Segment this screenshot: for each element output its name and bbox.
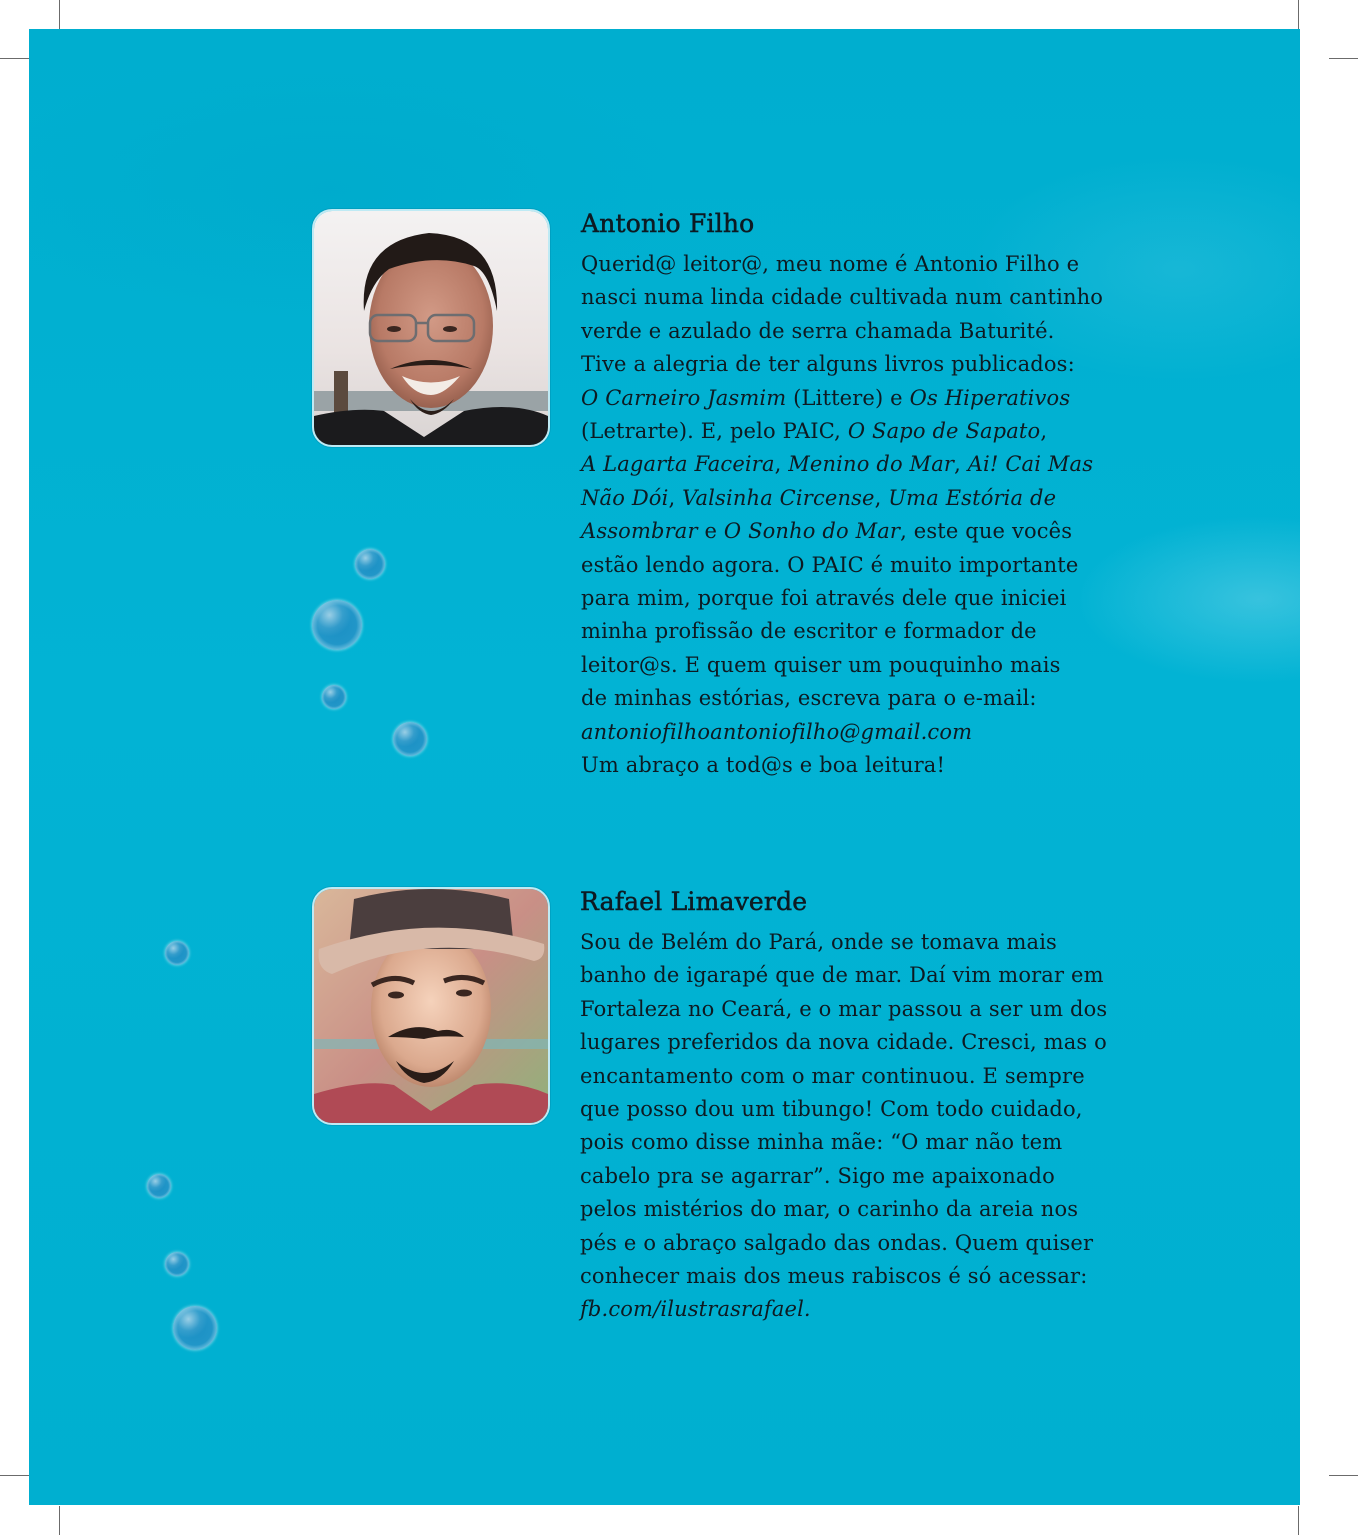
bio-text-segment: banho de igarapé que de mar. Daí vim morar em [580, 963, 1104, 988]
bio-line [580, 993, 1108, 1026]
bio-text-segment: , este que vocês [900, 519, 1073, 544]
bio-text-segment: pois como disse minha mãe: “O mar não tem [580, 1130, 1063, 1155]
bio-text-segment: leitor@s. E quem quiser um pouquinho mais [581, 652, 1061, 677]
bio-text-segment: para mim, porque foi através dele que iniciei [581, 586, 1067, 611]
crop-mark-bottom-right-horizontal [1329, 1475, 1358, 1476]
bio-line [581, 615, 1101, 648]
crop-mark-bottom-right-vertical [1298, 1506, 1299, 1535]
bio-italic-text: antoniofilhoantoniofilho@gmail.com [581, 719, 973, 744]
bubble-icon [312, 600, 362, 650]
bio-line [581, 682, 1101, 715]
bio-italic-text: O Sonho do Mar [723, 519, 901, 544]
bio-text-segment: pés e o abraço salgado das ondas. Quem quiser [580, 1230, 1094, 1255]
bio-italic-text: Valsinha Circense [682, 485, 875, 510]
bubble-icon [147, 1174, 171, 1198]
author-photo-rafael-limaverde [312, 887, 550, 1125]
bubble-icon [393, 722, 427, 756]
bio-text-segment: , [1040, 419, 1048, 444]
bio-text-segment: Fortaleza no Ceará, e o mar passou a ser um dos [580, 996, 1108, 1021]
author-photo-antonio-filho [312, 209, 550, 447]
bio-italic-text: Uma Estória de [888, 485, 1057, 510]
bio-text-segment: Um abraço a tod@s e boa leitura! [581, 753, 946, 778]
author-name: Rafael Limaverde [580, 887, 808, 916]
bio-italic-text: A Lagarta Faceira [581, 452, 775, 477]
bio-text-segment: e [697, 519, 724, 544]
bio-text-segment: Tive a alegria de ter alguns livros publicados: [581, 352, 1075, 377]
bio-text-segment: Querid@ leitor@, meu nome é Antonio Filho e [581, 252, 1080, 276]
bio-text-segment: Sou de Belém do Pará, onde se tomava mais [580, 930, 1057, 954]
bio-line [580, 1160, 1100, 1193]
bio-italic-text: O Carneiro Jasmim [581, 385, 787, 410]
bio-line [581, 515, 1101, 548]
bio-line [580, 1060, 1100, 1093]
bio-text-segment: , [668, 485, 683, 510]
bio-text-segment: cabelo pra se agarrar”. Sigo me apaixonado [580, 1163, 1055, 1188]
crop-mark-bottom-left-vertical [59, 1506, 60, 1535]
portrait-image [314, 211, 548, 445]
bio-italic-text: Não Dói [581, 485, 669, 510]
crop-mark-top-right-vertical [1298, 0, 1299, 29]
bio-text-segment: , [774, 452, 789, 477]
bio-line [581, 382, 1101, 415]
bio-line [580, 959, 1104, 992]
bubble-icon [165, 1252, 189, 1276]
bio-line [581, 248, 1101, 281]
crop-mark-top-right-horizontal [1329, 58, 1358, 59]
bio-line [580, 1093, 1100, 1126]
bio-line [580, 1260, 1100, 1293]
bubble-icon [322, 685, 346, 709]
bio-line [580, 1026, 1107, 1059]
bio-italic-text: Assombrar [581, 519, 698, 544]
bio-italic-text: fb.com/ilustrasrafael. [580, 1297, 811, 1322]
bio-italic-text: Os Hiperativos [909, 385, 1071, 410]
bio-line [580, 1227, 1100, 1260]
bio-line [581, 415, 1101, 448]
bubble-icon [173, 1306, 217, 1350]
bio-text-segment: lugares preferidos da nova cidade. Cresci, mas o [580, 1030, 1107, 1055]
bio-line [580, 1126, 1100, 1159]
bio-text-segment: pelos mistérios do mar, o carinho da areia nos [580, 1197, 1079, 1222]
bio-line [581, 582, 1101, 615]
bio-line [581, 448, 1101, 481]
crop-mark-top-left-horizontal [0, 58, 29, 59]
bio-text-segment: nasci numa linda cidade cultivada num cantinho [581, 285, 1104, 310]
bio-text-segment: estão lendo agora. O PAIC é muito importante [581, 552, 1079, 577]
bio-line [580, 926, 1100, 959]
bio-text-segment: encantamento com o mar continuou. E sempre [580, 1063, 1085, 1088]
bio-text-segment: minha profissão de escritor e formador de [581, 619, 1037, 644]
bio-text-segment: (Letrarte). E, pelo PAIC, [581, 419, 848, 444]
bubble-icon [165, 941, 189, 965]
bio-line [580, 1293, 1100, 1326]
bio-text-segment: que posso dou um tibungo! Com todo cuidado, [580, 1097, 1083, 1122]
bio-text-segment: , [954, 452, 968, 477]
bio-italic-text: Menino do Mar [788, 452, 955, 477]
bio-line [581, 649, 1101, 682]
bio-text-segment: (Littere) e [786, 385, 910, 410]
bio-line [580, 1193, 1100, 1226]
author-bio-antonio-filho [581, 209, 1104, 783]
author-bio-text [580, 926, 1108, 1327]
crop-mark-bottom-left-horizontal [0, 1475, 29, 1476]
bio-text-segment: verde e azulado de serra chamada Baturité. [581, 318, 1055, 343]
bio-line [581, 482, 1101, 515]
bubble-icon [355, 549, 385, 579]
bio-text-segment: de minhas estórias, escreva para o e-mail: [581, 686, 1037, 711]
bio-italic-text: O Sapo de Sapato [847, 419, 1041, 444]
bio-line [581, 749, 1101, 782]
bio-line [581, 549, 1101, 582]
author-name: Antonio Filho [581, 209, 755, 238]
bio-line [581, 716, 1101, 749]
bio-italic-text: Ai! Cai Mas [967, 452, 1094, 477]
author-bio-rafael-limaverde [580, 887, 1108, 1327]
page-background [29, 29, 1300, 1505]
bio-line [581, 281, 1104, 314]
crop-mark-top-left-vertical [59, 0, 60, 29]
portrait-image [314, 889, 548, 1123]
bio-text-segment: conhecer mais dos meus rabiscos é só acessar: [580, 1264, 1088, 1289]
bio-text-segment: , [874, 485, 889, 510]
bio-line [581, 348, 1101, 381]
author-bio-text [581, 248, 1104, 783]
bio-line [581, 315, 1101, 348]
